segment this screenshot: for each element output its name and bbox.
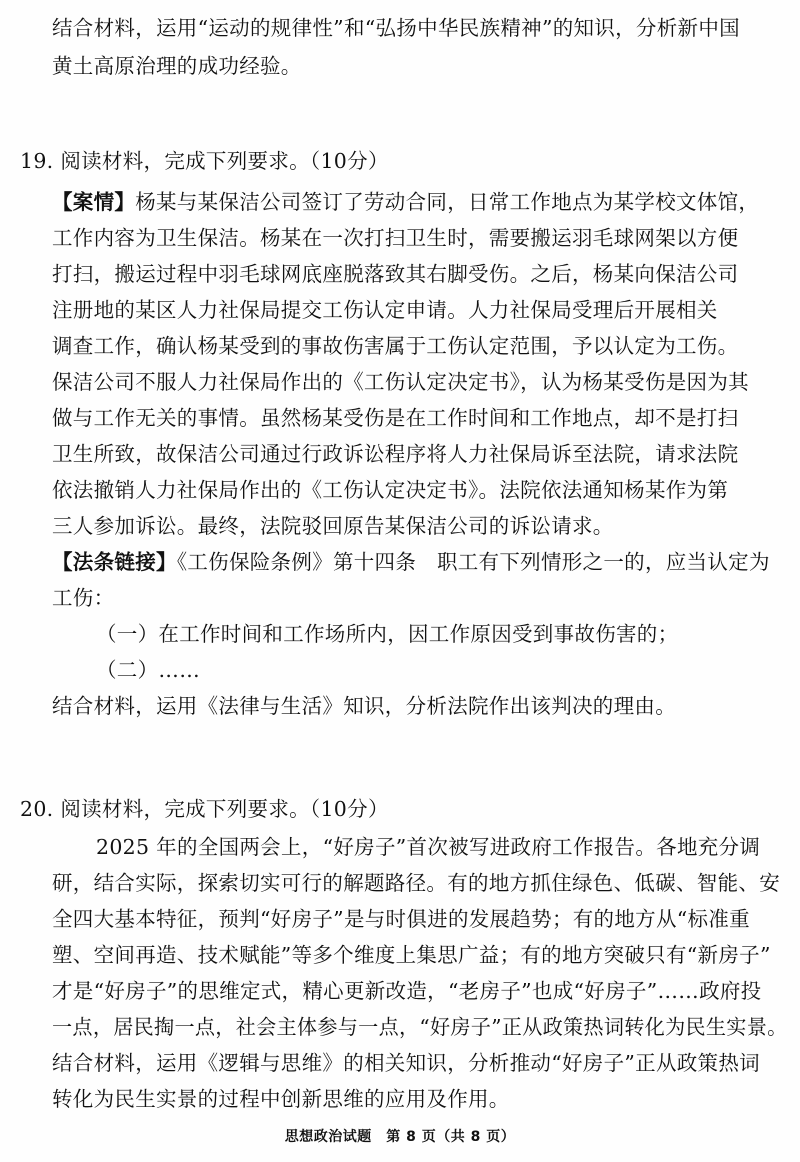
q20-line-2: 研，结合实际，探索切实可行的解题路径。有的地方抓住绿色、低碳、智能、安 [52,871,780,895]
q19-case-line-8: 卫生所致，故保洁公司通过行政诉讼程序将人力社保局诉至法院，请求法院 [52,442,739,466]
q19-case-line-10: 三人参加诉讼。最终，法院驳回原告某保洁公司的诉讼请求。 [52,514,614,538]
q19-law-line-1: 【法条链接】《工伤保险条例》第十四条 职工有下列情形之一的，应当认定为 [52,550,770,574]
q20-header: 20. 阅读材料，完成下列要求。（10分） [20,797,389,821]
q19-question: 结合材料，运用《法律与生活》知识，分析法院作出该判决的理由。 [52,694,676,718]
q20-line-5: 才是“好房子”的思维定式，精心更新改造，“老房子”也成“好房子”……政府投 [52,979,762,1003]
q18-line-2: 黄土高原治理的成功经验。 [52,54,302,78]
q19-case-line-1: 【案情】杨某与某保洁公司签订了劳动合同，日常工作地点为某学校文体馆， [52,190,760,214]
q20-question-line-2: 转化为民生实景的过程中创新思维的应用及作用。 [52,1087,510,1111]
q19-case-line-4: 注册地的某区人力社保局提交工伤认定申请。人力社保局受理后开展相关 [52,298,718,322]
q19-law-line-2: 工伤： [52,586,115,610]
page-footer: 思想政治试题 第 8 页（共 8 页） [284,1129,516,1145]
q19-case-line-3: 打扫，搬运过程中羽毛球网底座脱落致其右脚受伤。之后，杨某向保洁公司 [52,262,739,286]
q20-line-4: 塑、空间再造、技术赋能”等多个维度上集思广益；有的地方突破只有“新房子” [52,943,771,967]
q20-question-line-1: 结合材料，运用《逻辑与思维》的相关知识，分析推动“好房子”正从政策热词 [52,1051,760,1075]
q20-line-6: 一点，居民掏一点，社会主体参与一点，“好房子”正从政策热词转化为民生实景。 [52,1015,788,1039]
q19-case-line-5: 调查工作，确认杨某受到的事故伤害属于工伤认定范围，予以认定为工伤。 [52,334,739,358]
q19-case-line-6: 保洁公司不服人力社保局作出的《工伤认定决定书》，认为杨某受伤是因为其 [52,370,749,394]
q19-law-item-2: （二）…… [96,658,200,682]
q20-line-3: 全四大基本特征，预判“好房子”是与时俱进的发展趋势；有的地方从“标准重 [52,907,750,931]
q20-line-1: 2025 年的全国两会上，“好房子”首次被写进政府工作报告。各地充分调 [96,835,761,859]
q19-case-line-2: 工作内容为卫生保洁。杨某在一次打扫卫生时，需要搬运羽毛球网架以方便 [52,226,739,250]
case-tag: 【案情】 [52,190,136,214]
q19-case-line-7: 做与工作无关的事情。虽然杨某受伤是在工作时间和工作地点，却不是打扫 [52,406,739,430]
q19-case-line-9: 依法撤销人力社保局作出的《工伤认定决定书》。法院依法通知杨某作为第 [52,478,729,502]
q18-line-1: 结合材料，运用“运动的规律性”和“弘扬中华民族精神”的知识，分析新中国 [52,16,740,40]
q19-law-item-1: （一）在工作时间和工作场所内，因工作原因受到事故伤害的； [96,622,679,646]
q19-header: 19. 阅读材料，完成下列要求。（10分） [20,149,389,173]
law-tag: 【法条链接】 [52,550,177,574]
